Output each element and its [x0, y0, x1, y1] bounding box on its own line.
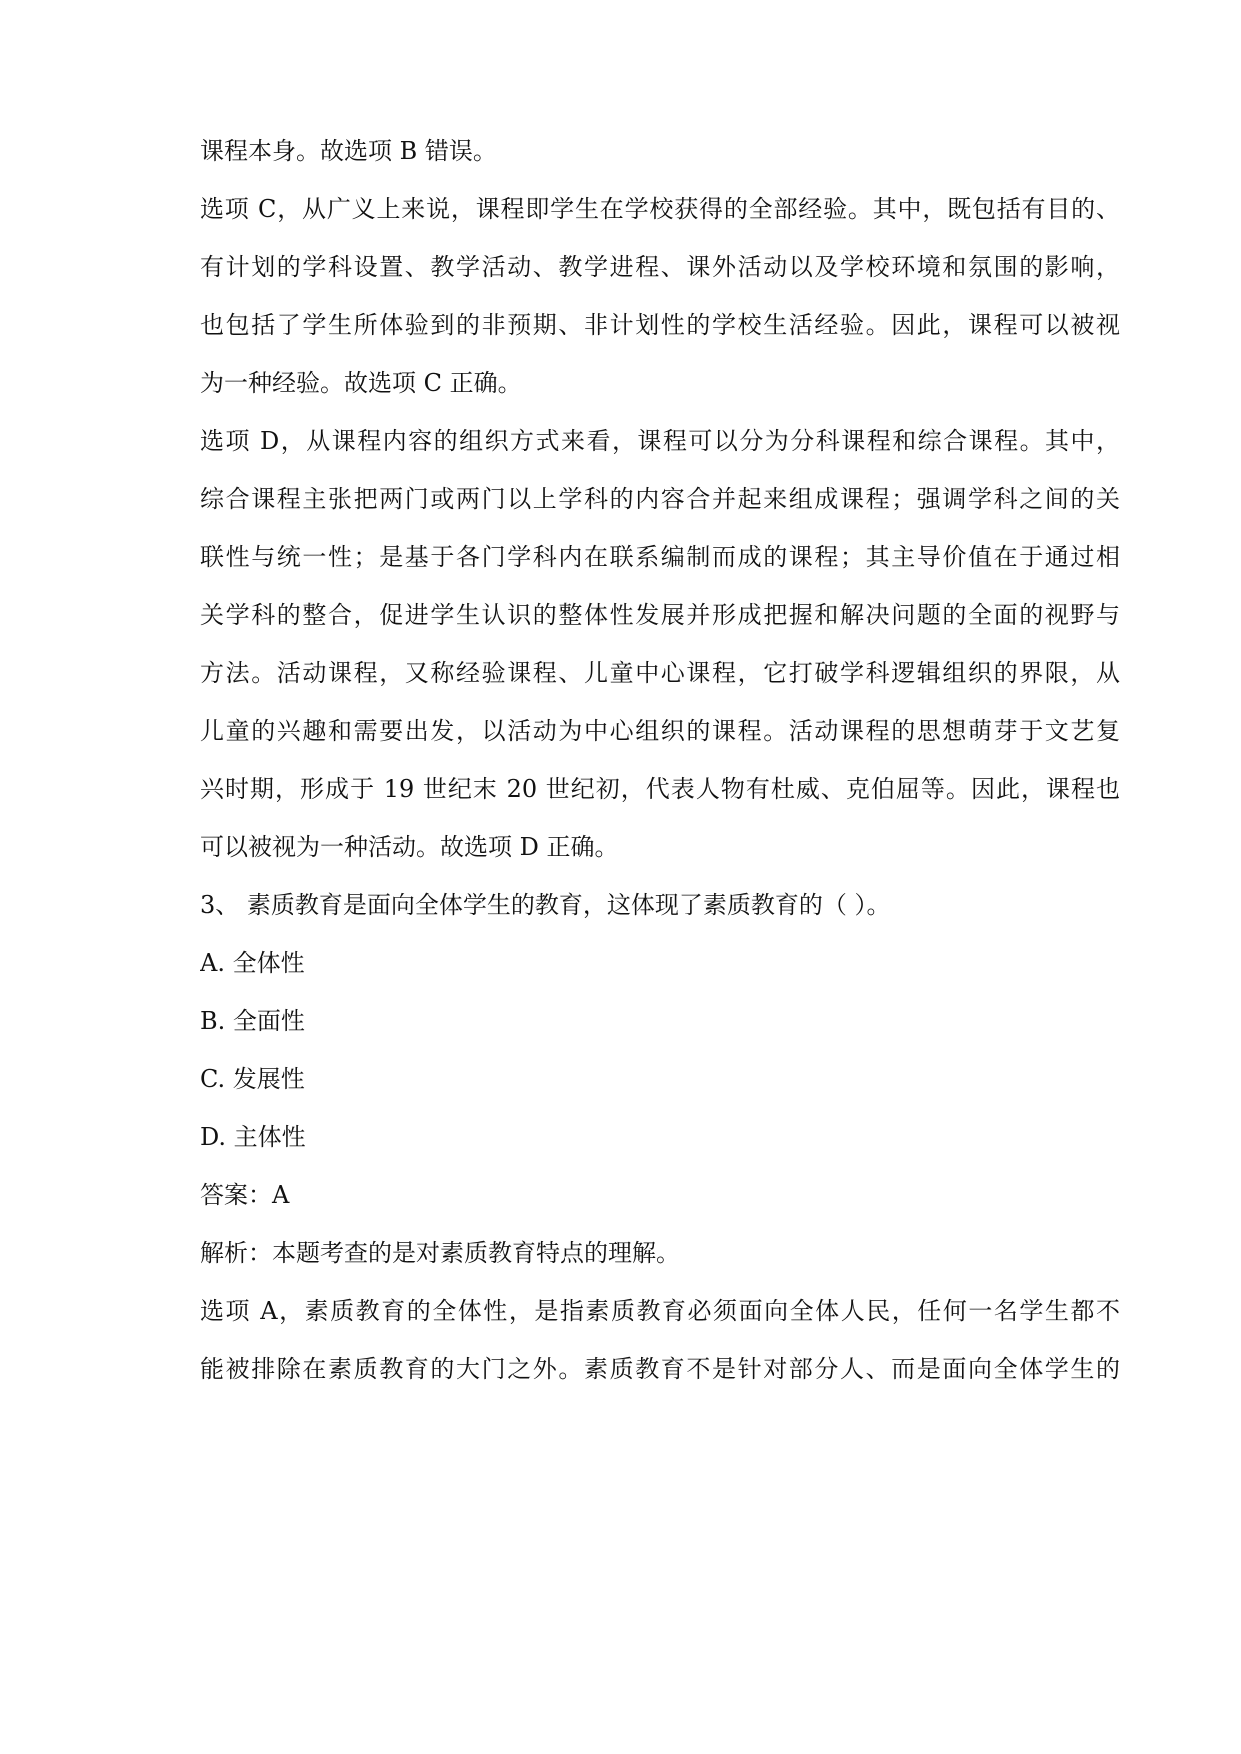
text-line: 为一种经验。故选项 C 正确。 — [200, 369, 522, 397]
text-line: 方法。活动课程，又称经验课程、儿童中心课程，它打破学科逻辑组织的界限，从 — [200, 659, 1120, 687]
text-line: 可以被视为一种活动。故选项 D 正确。 — [200, 833, 619, 861]
text-line: 联性与统一性；是基于各门学科内在联系编制而成的课程；其主导价值在于通过相 — [200, 543, 1120, 571]
text-line: 能被排除在素质教育的大门之外。素质教育不是针对部分人、而是面向全体学生的 — [200, 1355, 1120, 1383]
text-line: 也包括了学生所体验到的非预期、非计划性的学校生活经验。因此，课程可以被视 — [200, 311, 1120, 339]
text-line: 选项 C，从广义上来说，课程即学生在学校获得的全部经验。其中，既包括有目的、 — [200, 195, 1120, 223]
text-line: 关学科的整合，促进学生认识的整体性发展并形成把握和解决问题的全面的视野与 — [200, 601, 1120, 629]
option-c: C. 发展性 — [200, 1065, 305, 1093]
option-a: A. 全体性 — [200, 949, 305, 977]
text-line: 有计划的学科设置、教学活动、教学进程、课外活动以及学校环境和氛围的影响， — [200, 253, 1120, 281]
option-d: D. 主体性 — [200, 1123, 306, 1151]
text-line: 兴时期，形成于 19 世纪末 20 世纪初，代表人物有杜威、克伯屈等。因此，课程也 — [200, 775, 1120, 803]
analysis-line: 解析：本题考查的是对素质教育特点的理解。 — [200, 1239, 680, 1267]
question-stem: 3、 素质教育是面向全体学生的教育，这体现了素质教育的（ ）。 — [200, 891, 891, 919]
text-line: 综合课程主张把两门或两门以上学科的内容合并起来组成课程；强调学科之间的关 — [200, 485, 1120, 513]
text-line: 儿童的兴趣和需要出发，以活动为中心组织的课程。活动课程的思想萌芽于文艺复 — [200, 717, 1120, 745]
option-b: B. 全面性 — [200, 1007, 305, 1035]
answer-line: 答案：A — [200, 1181, 290, 1209]
text-line: 课程本身。故选项 B 错误。 — [200, 137, 497, 165]
text-line: 选项 D，从课程内容的组织方式来看，课程可以分为分科课程和综合课程。其中， — [200, 427, 1120, 455]
text-line: 选项 A，素质教育的全体性，是指素质教育必须面向全体人民，任何一名学生都不 — [200, 1297, 1120, 1325]
